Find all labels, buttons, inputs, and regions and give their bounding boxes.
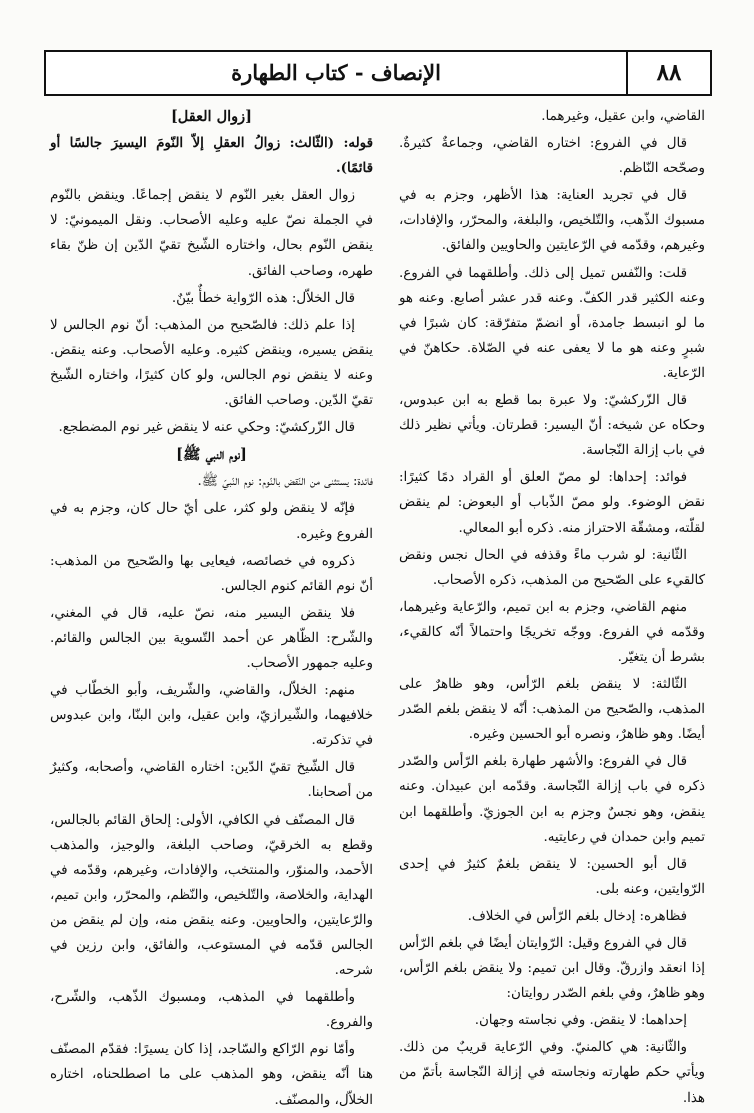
paragraph: وأطلقهما في المذهب، ومسبوك الذّهب، والشّرح، والفروع. (50, 990, 373, 1031)
section-heading-intellect: [زوال العقل] (170, 108, 253, 125)
running-title: الإنصاف - كتاب الطهارة (231, 60, 441, 85)
paragraph: قال في الفروع وقيل: الرّوايتان أيضًا في بلغم الرّأس إذا انعقد وازرقّ. وقال ابن تميم: ولا ينقض بلغم الرّأس، وهو ظاهرٌ، وفي بلغم الصّدر روايتان: (399, 936, 705, 1002)
page-number: ٨٨ (626, 52, 710, 94)
paragraph: فوائد: إحداها: لو مصّ العلق أو القراد دمًا كثيرًا: نقض الوضوء. ولو مصّ الذّباب أو البعوض: لم ينقض لقلّته، ومشقّة الاحتراز منه. ذكره أبو المعالي. (399, 470, 705, 536)
paragraph: قال الخلاّل: هذه الرّواية خطأٌ بيّنٌ. (171, 290, 355, 306)
page-header (44, 50, 712, 96)
paragraph: منهم القاضي، وجزم به ابن تميم، والرّعاية وغيرهما، وقدّمه في الفروع. ووجّه تخريجًا واحتمالاً أنّه كالقيء، بشرط أن يتغيّر. (399, 599, 705, 665)
paragraph: الثّالثة: لا ينقض بلغم الرّأس، وهو ظاهرٌ على المذهب، والصّحيح من المذهب: أنّه لا ينقض بلغم الصّدر أيضًا. وهو ظاهرٌ، ونصره أبو الحسين وغيره. (399, 677, 705, 743)
paragraph: قلت: والنّفس تميل إلى ذلك. وأطلقهما في الفروع. وعنه الكثير قدر الكفّ. وعنه قدر عشر أصابع. وعنه هو ما لو انبسط جامدة، أو انضمّ متفرّقة: كان شبرًا في شبرٍ وعنه هو ما لا يعفى عنه في الصّلاة. حكاهنّ في الرّعاية. (399, 265, 705, 381)
paragraph: قال الشّيخ تقيّ الدّين: اختاره القاضي، وأصحابه، وكثيرٌ من أصحابنا. (50, 760, 373, 801)
paragraph: فظاهره: إدخال بلغم الرّأس في الخلاف. (467, 908, 687, 924)
paragraph: ذكروه في خصائصه، فيعايى بها والصّحيح من المذهب: أنّ نوم القائم كنوم الجالس. (50, 553, 373, 594)
paragraph: قال المصنّف في الكافي، الأولى: إلحاق القائم بالجالس، وقطع به الخرقيّ، وصاحب البلغة، والوجيز، والمذهب الأحمد، والمنوّر، والمنتخب، والإفادات، وغيرهم، وقدّمه في الهداية، والخلاصة، والتّلخيص، والنّظم، والمحرّر، وابن تميم، والرّعايتين، والحاويين. وعنه ينقض منه، وإن لم ينقض من الجالس قدّمه في المستوعب، والفائق، وابن رزين في شرحه. (50, 812, 373, 979)
paragraph: قال الزّركشيّ: وحكي عنه لا ينقض غير نوم المضطجع. (58, 420, 355, 436)
paragraph: الثّانية: لو شرب ماءً وقذفه في الحال نجس ونقض كالقيء على الصّحيح من المذهب، ذكره الأصحاب. (399, 547, 705, 588)
paragraph: إحداهما: لا ينقض. وفي نجاسته وجهان. (474, 1013, 687, 1029)
paragraph: إذا علم ذلك: فالصّحيح من المذهب: أنّ نوم الجالس لا ينقض يسيره، وينقض كثيره. وعليه الأصحاب. وعنه ينقض. وعنه لا ينقض نوم الجالس، ولو كان كثيرًا، واختاره الشّيخ تقيّ الدّين. وصاحب الفائق. (50, 317, 373, 409)
quoted-text: قوله: (الثّالث: زوالُ العقلِ إلاّ النّومَ اليسيرَ جالسًا أو قائمًا). (50, 135, 373, 177)
right-column (399, 104, 705, 1106)
paragraph: فائدة: يستثنى من النّقض بالنّوم: نوم النّبيّ ﷺ. (197, 474, 373, 490)
paragraph: زوال العقل بغير النّوم لا ينقض إجماعًا. وينقض بالنّوم في الجملة نصّ عليه وعليه الأصحاب. ونقل الميمونيّ: لا ينقض النّوم بحال، واختاره الشّيخ تقيّ الدّين إن ظنّ بقاء طهره، وصاحب الفائق. (50, 188, 373, 279)
paragraph: منهم: الخلاّل، والقاضي، والشّريف، وأبو الخطّاب في خلافيهما، والشّيرازيّ، وابن عقيل، وابن البنّا، وابن عبدوس في تذكرته. (50, 683, 373, 749)
left-column (50, 104, 373, 1108)
paragraph: وأمّا نوم الرّاكع والسّاجد، إذا كان يسيرًا: فقدّم المصنّف هنا أنّه ينقض، وهو المذهب على ما اصطلحناه، اختاره الخلاّل، والمصنّف. (50, 1042, 373, 1108)
paragraph: القاضي، وابن عقيل، وغيرهما. (541, 109, 705, 124)
paragraph: قال في الفروع: اختاره القاضي، وجماعةٌ كثيرةٌ. وصحّحه النّاظم. (399, 136, 705, 177)
section-heading-prophet-sleep: [نوم النبي ﷺ] (176, 446, 247, 464)
paragraph: قال في الفروع: والأشهر طهارة بلغم الرّأس والصّدر ذكره في باب إزالة النّجاسة. وقدّمه ابن عبيدان. وعنه ينقض، وهو نجسٌ وجزم به ابن الجوزيّ. وأطلقهما ابن تميم وابن حمدان في رعايتيه. (399, 754, 705, 845)
paragraph: فإنّه لا ينقض ولو كثر، على أيّ حال كان، وجزم به في الفروع وغيره. (50, 501, 373, 542)
paragraph: قال في تجريد العناية: هذا الأظهر، وجزم به في مسبوك الذّهب، والتّلخيص، والبلغة، والمحرّر، والإفادات، وغيرهم، وقدّمه في الرّعايتين والحاويين والفائق. (399, 188, 705, 254)
paragraph: قال الزّركشيّ: ولا عبرة بما قطع به ابن عبدوس، وحكاه عن شيخه: أنّ اليسير: قطرتان. ويأتي نظير ذلك في باب إزالة النّجاسة. (399, 393, 705, 459)
paragraph: فلا ينقض اليسير منه، نصّ عليه، قال في المغني، والشّرح: الظّاهر عن أحمد التّسوية بين الجالس والقائم. وعليه جمهور الأصحاب. (50, 605, 373, 671)
paragraph: والثّانية: هي كالمنيّ. وفي الرّعاية قريبٌ من ذلك. ويأتي حكم طهارته ونجاسته في إزالة النّجاسة بأتمّ من هذا. (399, 1040, 705, 1106)
paragraph: قال أبو الحسين: لا ينقض بلغمٌ كثيرٌ في إحدى الرّوايتين، وعنه بلى. (399, 856, 705, 897)
